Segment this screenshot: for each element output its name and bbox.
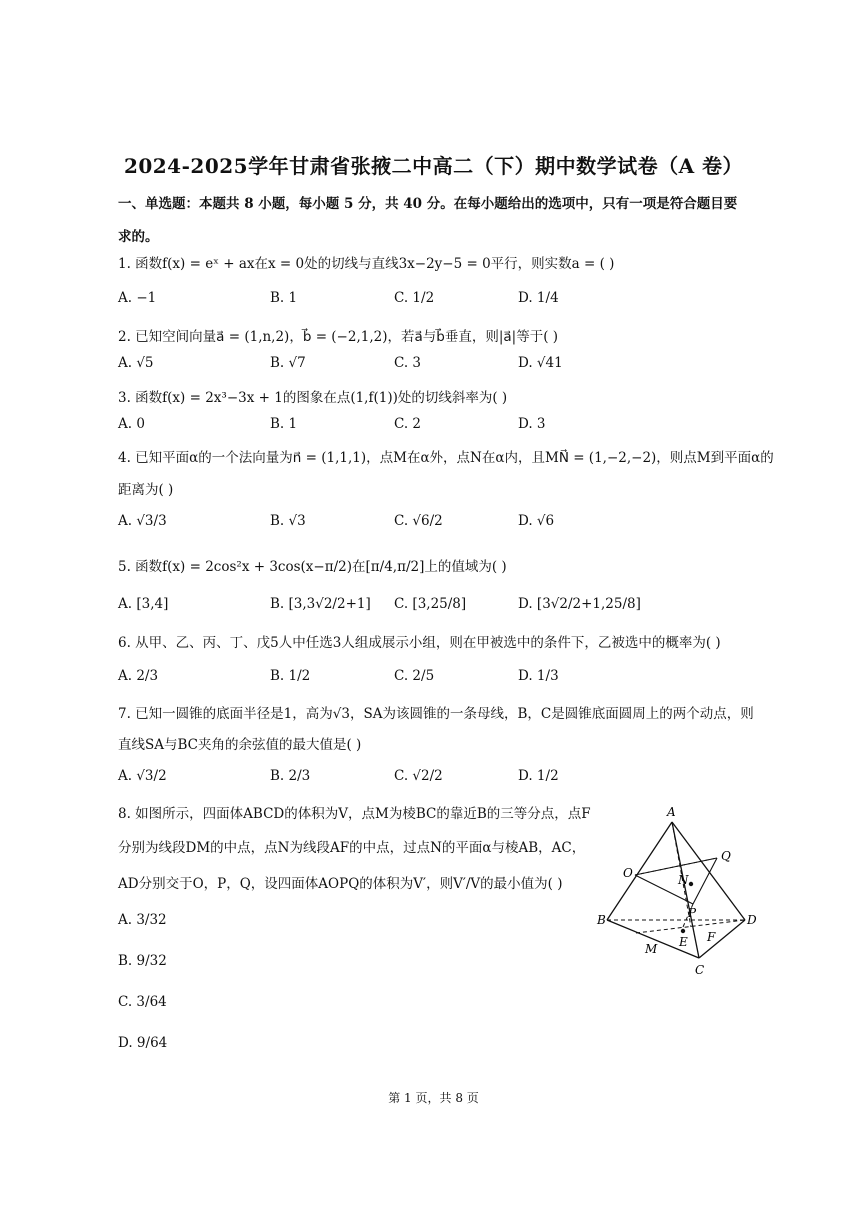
label-d: D	[747, 913, 757, 927]
q6-option-d: D. 1/3	[518, 668, 559, 684]
q8-option-d: D. 9/64	[118, 1035, 168, 1051]
q7-option-a: A. √3/2	[118, 768, 167, 784]
label-e: E	[679, 935, 688, 949]
q2-option-a: A. √5	[118, 355, 154, 371]
q5-option-c: C. [3,25/8]	[394, 596, 467, 612]
q2-option-c: C. 3	[394, 355, 422, 371]
question-4-stem: 4. 已知平面α的一个法向量为n⃗ = (1,1,1)，点M在α外，点N在α内，且MN⃗ = (1,−2,−2)，则点M到平面α的	[118, 450, 774, 466]
q7-option-c: C. √2/2	[394, 768, 443, 784]
q1-option-b: B. 1	[270, 290, 298, 306]
label-m: M	[645, 942, 658, 956]
section-header: 一、单选题：本题共 8 小题，每小题 5 分，共 40 分。在每小题给出的选项中，只有一项是符合题目要求的。	[118, 196, 738, 245]
question-1-stem: 1. 函数f(x) = eˣ + ax在x = 0处的切线与直线3x−2y−5 = 0平行，则实数a = ( )	[118, 256, 615, 272]
label-b: B	[597, 913, 606, 927]
q4-option-d: D. √6	[518, 513, 555, 529]
q6-option-b: B. 1/2	[270, 668, 311, 684]
q1-option-d: D. 1/4	[518, 290, 559, 306]
question-7-stem: 7. 已知一圆锥的底面半径是1，高为√3，SA为该圆锥的一条母线，B，C是圆锥底面圆周上的两个动点，则	[118, 706, 754, 722]
question-4-stem-cont: 距离为( )	[118, 482, 174, 498]
label-c: C	[695, 963, 705, 977]
q3-option-d: D. 3	[518, 416, 546, 432]
q6-option-a: A. 2/3	[118, 668, 159, 684]
question-2-stem: 2. 已知空间向量a⃗ = (1,n,2)，b⃗ = (−2,1,2)，若a⃗与b⃗垂直，则|a⃗|等于( )	[118, 329, 559, 345]
q5-option-d: D. [3√2/2+1,25/8]	[518, 596, 641, 612]
point-n-marker	[689, 882, 693, 886]
q8-option-c: C. 3/64	[118, 994, 167, 1010]
q2-option-d: D. √41	[518, 355, 563, 371]
page-footer: 第 1 页，共 8 页	[388, 1091, 479, 1105]
tetrahedron-figure	[595, 800, 760, 980]
question-6-stem: 6. 从甲、乙、丙、丁、戊5人中任选3人组成展示小组，则在甲被选中的条件下，乙被选中的概率为( )	[118, 635, 721, 651]
question-8-stem-cont: 分别为线段DM的中点，点N为线段AF的中点，过点N的平面α与棱AB，AC，	[118, 840, 586, 856]
point-e-marker	[681, 929, 685, 933]
question-7-stem-cont: 直线SA与BC夹角的余弦值的最大值是( )	[118, 737, 362, 753]
label-o: O	[623, 866, 633, 880]
label-p: P	[688, 906, 697, 920]
q1-option-a: A. −1	[118, 290, 157, 306]
q3-option-b: B. 1	[270, 416, 298, 432]
question-5-stem: 5. 函数f(x) = 2cos²x + 3cos(x−π/2)在[π/4,π/2]上的值域为( )	[118, 559, 507, 575]
question-8-stem: 8. 如图所示，四面体ABCD的体积为V，点M为棱BC的靠近B的三等分点，点F	[118, 806, 591, 822]
q4-option-b: B. √3	[270, 513, 306, 529]
q3-option-a: A. 0	[118, 416, 145, 432]
q7-option-b: B. 2/3	[270, 768, 311, 784]
q8-option-a: A. 3/32	[118, 912, 167, 928]
q8-option-b: B. 9/32	[118, 953, 167, 969]
question-8-stem-cont2: AD分别交于O，P，Q，设四面体AOPQ的体积为V′，则V′/V的最小值为( )	[118, 876, 563, 892]
question-3-stem: 3. 函数f(x) = 2x³−3x + 1的图象在点(1,f(1))处的切线斜率为( )	[118, 390, 508, 406]
q1-option-c: C. 1/2	[394, 290, 435, 306]
q2-option-b: B. √7	[270, 355, 306, 371]
q5-option-b: B. [3,3√2/2+1]	[270, 596, 371, 612]
label-f: F	[707, 930, 716, 944]
q7-option-d: D. 1/2	[518, 768, 559, 784]
label-a: A	[667, 805, 676, 819]
q6-option-c: C. 2/5	[394, 668, 435, 684]
q3-option-c: C. 2	[394, 416, 422, 432]
q4-option-c: C. √6/2	[394, 513, 443, 529]
label-n: N	[678, 873, 689, 887]
q4-option-a: A. √3/3	[118, 513, 167, 529]
label-q: Q	[721, 849, 731, 863]
page-title: 2024-2025学年甘肃省张掖二中高二（下）期中数学试卷（A 卷）	[123, 154, 744, 178]
q5-option-a: A. [3,4]	[118, 596, 169, 612]
